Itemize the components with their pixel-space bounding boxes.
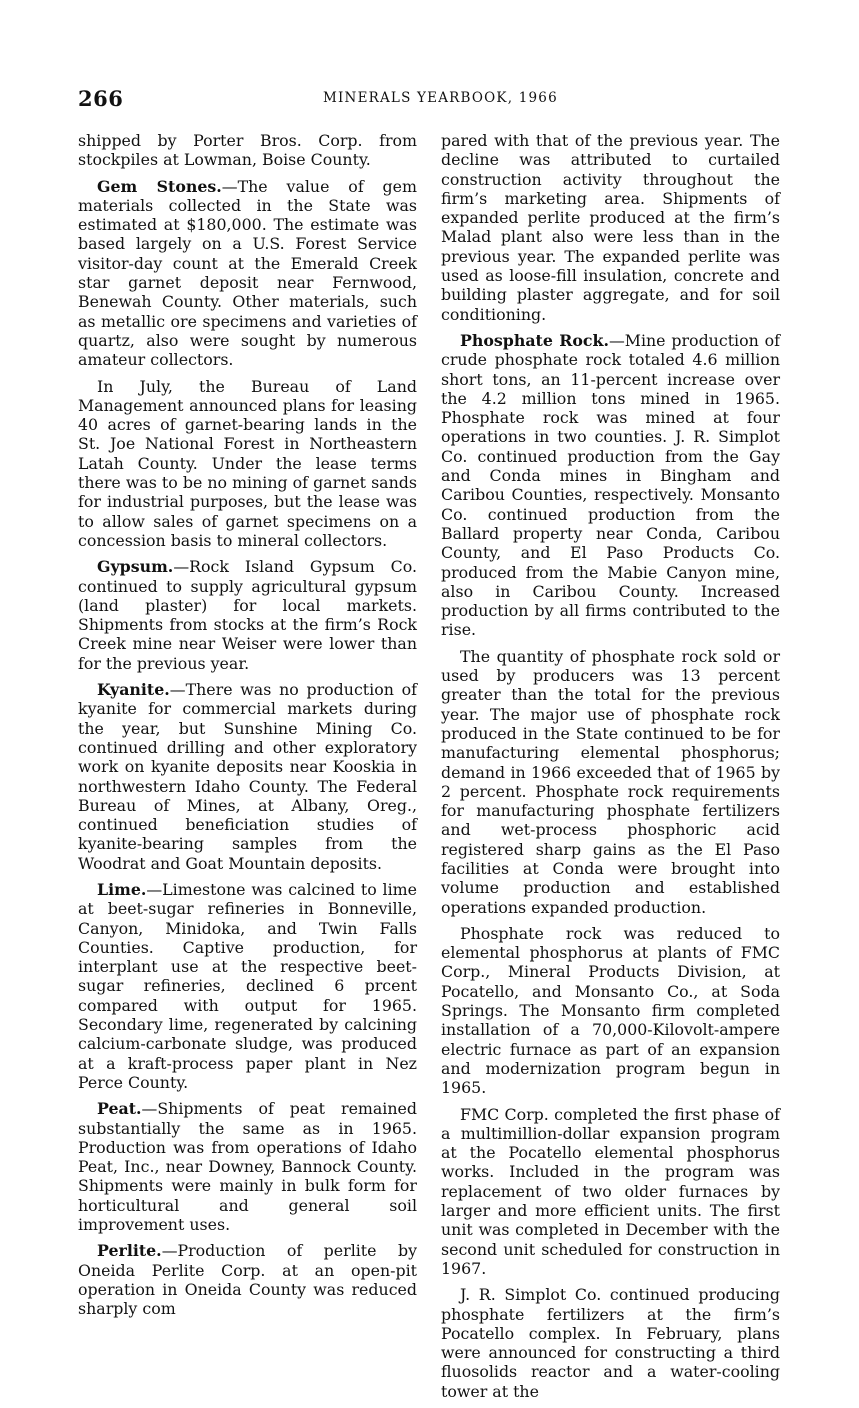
paragraph-peat [78,1099,417,1234]
section-heading-perlite: Perlite. [97,1241,162,1261]
paragraph-text: In July, the Bureau of Land Management announced plans for leasing 40 acres of garnet-bearing lands in the St. Joe National Forest in Northeastern Latah County. Under the lease terms there was to be no mining of garnet sands for industrial purposes, but the lease was to allow sales of garnet specimens on a concession basis to mineral collectors. [78,376,417,550]
paragraph-gypsum [78,557,417,673]
section-heading-lime: Lime. [97,879,147,899]
paragraph-perlite-continued [441,131,780,324]
running-title: MINERALS YEARBOOK, 1966 [323,90,558,106]
paragraph-text: shipped by Porter Bros. Corp. from stockpiles at Lowman, Boise County. [78,131,417,170]
paragraph-simplot [441,1285,780,1401]
section-heading-kyanite: Kyanite. [97,680,170,700]
paragraph-text: —Shipments of peat remained substantially the same as in 1965. Production was from operations of Idaho Peat, Inc., near Downey, Bannock County. Shipments were mainly in bulk form for horticultural and general soil improvement uses. [78,1099,417,1235]
paragraph-fmc [441,1105,780,1279]
paragraph-text: —Production of perlite by Oneida Perlite Corp. at an open-pit operation in Oneida County was reduced sharply com [78,1241,417,1319]
paragraph-text: J. R. Simplot Co. continued producing phosphate fertilizers at the firm’s Pocatello complex. In February, plans were announced for constructing a third fluosolids reactor and a water-cooling tower at the [441,1285,780,1401]
paragraph-phosphate-rock [441,331,780,640]
section-heading-peat: Peat. [97,1099,142,1119]
right-column [441,131,780,1408]
paragraph-phosphate-quantity [441,647,780,917]
paragraph-kyanite [78,680,417,873]
section-heading-gem-stones: Gem Stones. [97,176,222,196]
paragraph-perlite [78,1241,417,1318]
page-number: 266 [78,86,124,111]
page-header [78,86,781,116]
paragraph-gem-stones [78,177,417,370]
paragraph-text: FMC Corp. completed the first phase of a multimillion-dollar expansion program at the Pocatello elemental phosphorus works. Included in the program was replacement of two older furnaces by larger and more efficient units. The first unit was completed in December with the second unit scheduled for construction in 1967. [441,1104,780,1278]
section-heading-phosphate-rock: Phosphate Rock. [460,330,609,350]
paragraph-text: —Limestone was calcined to lime at beet-sugar refineries in Bonneville, Canyon, Minidoka, and Twin Falls Counties. Captive production, for interplant use at the respective beet-sugar refineries, declined 6 prcent compared with output for 1965. Secondary lime, regenerated by calcining calcium-carbonate sludge, was produced at a kraft-process paper plant in Nez Perce County. [78,879,417,1092]
paragraph-gemstones-continued [78,131,417,170]
paragraph-garnet-lease [78,377,417,551]
paragraph-text: —Rock Island Gypsum Co. continued to supply agricultural gypsum (land plaster) for local markets. Shipments from stocks at the firm’s Rock Creek mine near Weiser were lower than for the previous year. [78,557,417,673]
paragraph-text: —The value of gem materials collected in the State was estimated at $180,000. The estimate was based largely on a U.S. Forest Service visitor-day count at the Emerald Creek star garnet deposit near Fernwood, Benewah County. Other materials, such as metallic ore specimens and varieties of quartz, also were sought by numerous amateur collectors. [78,176,417,370]
paragraph-text: pared with that of the previous year. The decline was attributed to curtailed construction activity throughout the firm’s marketing area. Shipments of expanded perlite produced at the firm’s Malad plant also were less than in the previous year. The expanded perlite was used as loose-fill insulation, concrete and building plaster aggregate, and for soil conditioning. [441,131,780,324]
paragraph-text: —Mine production of crude phosphate rock totaled 4.6 million short tons, an 11-percent increase over the 4.2 million tons mined in 1965. Phosphate rock was mined at four operations in two counties. J. R. Simplot Co. continued production from the Gay and Conda mines in Bingham and Caribou Counties, respectively. Monsanto Co. continued production from the Ballard property near Conda, Caribou County, and El Paso Products Co. produced from the Mabie Canyon mine, also in Caribou County. Increased production by all firms contributed to the rise. [441,330,780,640]
left-column [78,131,417,1326]
paragraph-phosphate-reduced [441,924,780,1098]
paragraph-text: The quantity of phosphate rock sold or used by producers was 13 percent greater than the total for the previous year. The major use of phosphate rock produced in the State continued to be for manufacturing elemental phosphorus; demand in 1966 exceeded that of 1965 by 2 percent. Phosphate rock requirements for manufacturing phosphate fertilizers and wet-process phosphoric acid registered sharp gains as the El Paso facilities at Conda were brought into volume production and established operations expanded production. [441,646,780,917]
paragraph-lime [78,880,417,1092]
paragraph-text: Phosphate rock was reduced to elemental phosphorus at plants of FMC Corp., Mineral Products Division, at Pocatello, and Monsanto Co., at Soda Springs. The Monsanto firm completed installation of a 70,000-Kilovolt-ampere electric furnace as part of an expansion and modernization program begun in 1965. [441,923,780,1098]
section-heading-gypsum: Gypsum. [97,557,174,577]
paragraph-text: —There was no production of kyanite for commercial markets during the year, but Sunshine Mining Co. continued drilling and other exploratory work on kyanite deposits near Kooskia in northwestern Idaho County. The Federal Bureau of Mines, at Albany, Oreg., continued beneficiation studies of kyanite-bearing samples from the Woodrat and Goat Mountain deposits. [78,680,417,873]
